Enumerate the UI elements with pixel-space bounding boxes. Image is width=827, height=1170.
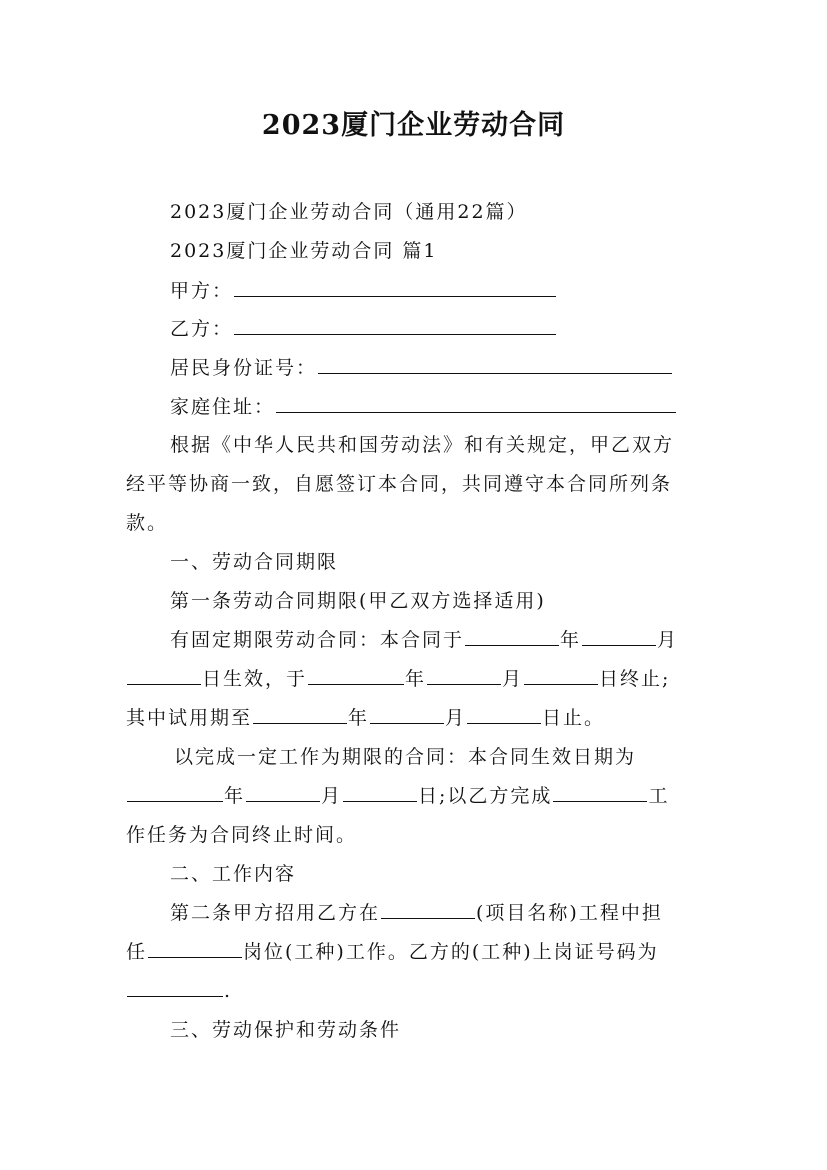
party-b-blank [234,316,556,335]
intro-line-1: 根据《中华人民共和国劳动法》和有关规定，甲乙双方 [170,434,675,456]
task-term-line-3: 作任务为合同终止时间。 [126,824,358,846]
article-2-line-3: . [126,978,232,1004]
article-1: 第一条劳动合同期限(甲乙双方选择适用) [170,590,546,612]
home-address-row [170,394,677,420]
fill-blank [127,978,223,997]
heading-work-content: 二、工作内容 [170,863,297,885]
article-2-line-2: 任 岗位(工种)工作。乙方的(工种)上岗证号码为 [126,941,659,963]
id-number-label: 居民身份证号： [170,357,318,379]
id-number-blank [318,355,672,374]
fill-blank [427,666,501,685]
fixed-term-line-3: 其中试用期至 年 月 日止。 [126,707,606,729]
task-term-line-1: 以完成一定工作为期限的合同：本合同生效日期为 [174,746,637,768]
fixed-term-line-2: 日生效，于 年 月 日终止; [126,666,670,692]
party-b-row [170,316,557,342]
heading-term: 一、劳动合同期限 [170,551,339,573]
article-2-line-1: 第二条甲方招用乙方在 (项目名称)工程中担 [170,902,663,924]
fill-blank [127,783,223,802]
fill-blank [582,627,656,646]
id-number-row [170,355,673,381]
intro-line-3: 款。 [126,512,169,534]
party-a-label: 甲方： [170,280,234,302]
fill-blank [467,705,541,724]
fill-blank [381,900,475,919]
fill-blank [148,939,242,958]
document-subtitle: 2023厦门企业劳动合同（通用22篇） [170,201,528,223]
task-term-line-2: 年 月 日;以乙方完成 工 [126,783,669,809]
fill-blank [343,783,417,802]
party-a-row [170,278,557,304]
fixed-term-line-1: 有固定期限劳动合同：本合同于 年 月 [170,629,679,651]
fill-blank [246,783,320,802]
fill-blank [253,705,347,724]
document-title: 2023厦门企业劳动合同 [261,110,566,141]
fill-blank [553,783,647,802]
fill-blank [465,627,559,646]
party-a-blank [234,278,556,297]
section-heading: 2023厦门企业劳动合同 篇1 [170,240,438,262]
fill-blank [127,666,201,685]
party-b-label: 乙方： [170,318,234,340]
intro-line-2: 经平等协商一致，自愿签订本合同，共同遵守本合同所列条 [126,473,673,495]
fill-blank [370,705,444,724]
fill-blank [308,666,404,685]
fill-blank [524,666,598,685]
heading-labor-protection: 三、劳动保护和劳动条件 [170,1019,402,1041]
home-address-blank [276,394,676,413]
home-address-label: 家庭住址： [170,396,276,418]
